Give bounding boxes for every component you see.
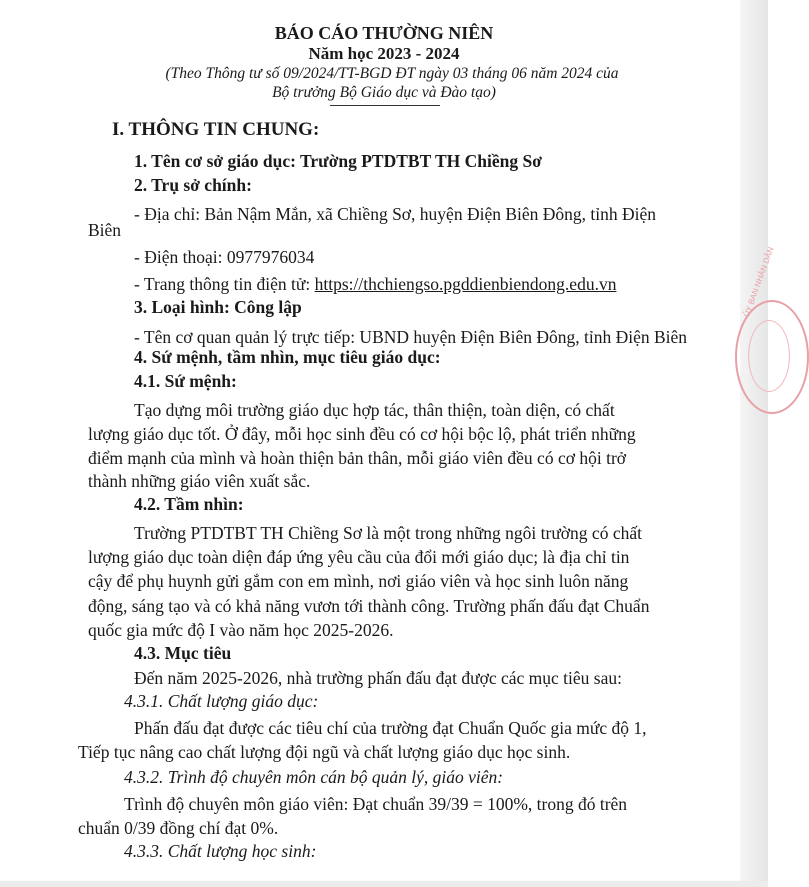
page-edge-shadow (740, 0, 768, 887)
goal-line: Tiếp tục nâng cao chất lượng đội ngũ và chất lượng giáo dục học sinh. (78, 742, 571, 762)
vision-line: động, sáng tạo và có khả năng vươn tới thành công. Trường phấn đấu đạt Chuẩn (88, 596, 650, 616)
section-heading-general-info: I. THÔNG TIN CHUNG: (112, 119, 320, 140)
goal-staff-qualification-heading: 4.3.2. Trình độ chuyên môn cán bộ quản lý, giáo viên: (124, 767, 504, 787)
address-line1: - Địa chỉ: Bản Nậm Mắn, xã Chiềng Sơ, huyện Điện Biên Đông, tỉnh Điện (134, 204, 657, 224)
mission-line: Tạo dựng môi trường giáo dục hợp tác, thân thiện, toàn diện, có chất (134, 400, 615, 420)
website-row (134, 273, 616, 295)
vision-line: Trường PTDTBT TH Chiềng Sơ là một trong những ngôi trường có chất (134, 523, 642, 543)
mission-line: lượng giáo dục tốt. Ở đây, mỗi học sinh đều có cơ hội bộc lộ, phát triển những (88, 424, 636, 444)
mission-line: điểm mạnh của mình và hoàn thiện bản thân, mỗi giáo viên đều có cơ hội trở (88, 448, 627, 468)
report-title: BÁO CÁO THƯỜNG NIÊN (274, 23, 494, 43)
managing-agency: - Tên cơ quan quản lý trực tiếp: UBND huyện Điện Biên Đông, tỉnh Điện Biên (134, 327, 688, 347)
goals-heading: 4.3. Mục tiêu (134, 643, 232, 663)
page-bottom-shadow (0, 881, 768, 887)
school-name: 1. Tên cơ sở giáo dục: Trường PTDTBT TH Chiềng Sơ (134, 151, 542, 171)
goal-student-quality-heading: 4.3.3. Chất lượng học sinh: (124, 841, 317, 861)
official-stamp-inner-ring (748, 320, 790, 392)
address-line2: Biên (88, 220, 122, 240)
goal-education-quality-heading: 4.3.1. Chất lượng giáo dục: (124, 691, 319, 711)
goal-line: Trình độ chuyên môn giáo viên: Đạt chuẩn 39/39 = 100%, trong đó trên (124, 794, 628, 814)
vision-line: lượng giáo dục toàn diện đáp ứng yêu cầu của đổi mới giáo dục; là địa chỉ tin (88, 547, 630, 567)
legal-basis-line2: Bộ trưởng Bộ Giáo dục và Đào tạo) (272, 84, 496, 101)
school-year: Năm học 2023 - 2024 (308, 44, 460, 63)
headquarters-heading: 2. Trụ sở chính: (134, 175, 252, 195)
mission-line: thành những giáo viên xuất sắc. (88, 471, 311, 491)
official-stamp-text: ỦY BAN NHÂN DÂN (742, 245, 776, 319)
title-divider (330, 105, 440, 106)
mission-vision-heading: 4. Sứ mệnh, tầm nhìn, mục tiêu giáo dục: (134, 347, 441, 367)
vision-line: quốc gia mức độ I vào năm học 2025-2026. (88, 620, 394, 640)
phone-number: - Điện thoại: 0977976034 (134, 247, 315, 267)
school-type: 3. Loại hình: Công lập (134, 297, 302, 317)
mission-heading: 4.1. Sứ mệnh: (134, 371, 237, 391)
legal-basis-line1: (Theo Thông tư số 09/2024/TT-BGD ĐT ngày 03 tháng 06 năm 2024 của (165, 65, 619, 82)
goal-line: Phấn đấu đạt được các tiêu chí của trường đạt Chuẩn Quốc gia mức độ 1, (134, 718, 647, 738)
goal-line: chuẩn 0/39 đồng chí đạt 0%. (78, 818, 279, 838)
vision-line: cậy để phụ huynh gửi gắm con em mình, nơi giáo viên và học sinh luôn năng (88, 571, 629, 591)
goals-intro: Đến năm 2025-2026, nhà trường phấn đấu đạt được các mục tiêu sau: (134, 668, 622, 688)
website-label: - Trang thông tin điện tử: (134, 274, 315, 294)
website-link[interactable]: https://thchiengso.pgddienbiendong.edu.vn (314, 274, 617, 294)
vision-heading: 4.2. Tầm nhìn: (134, 494, 244, 514)
